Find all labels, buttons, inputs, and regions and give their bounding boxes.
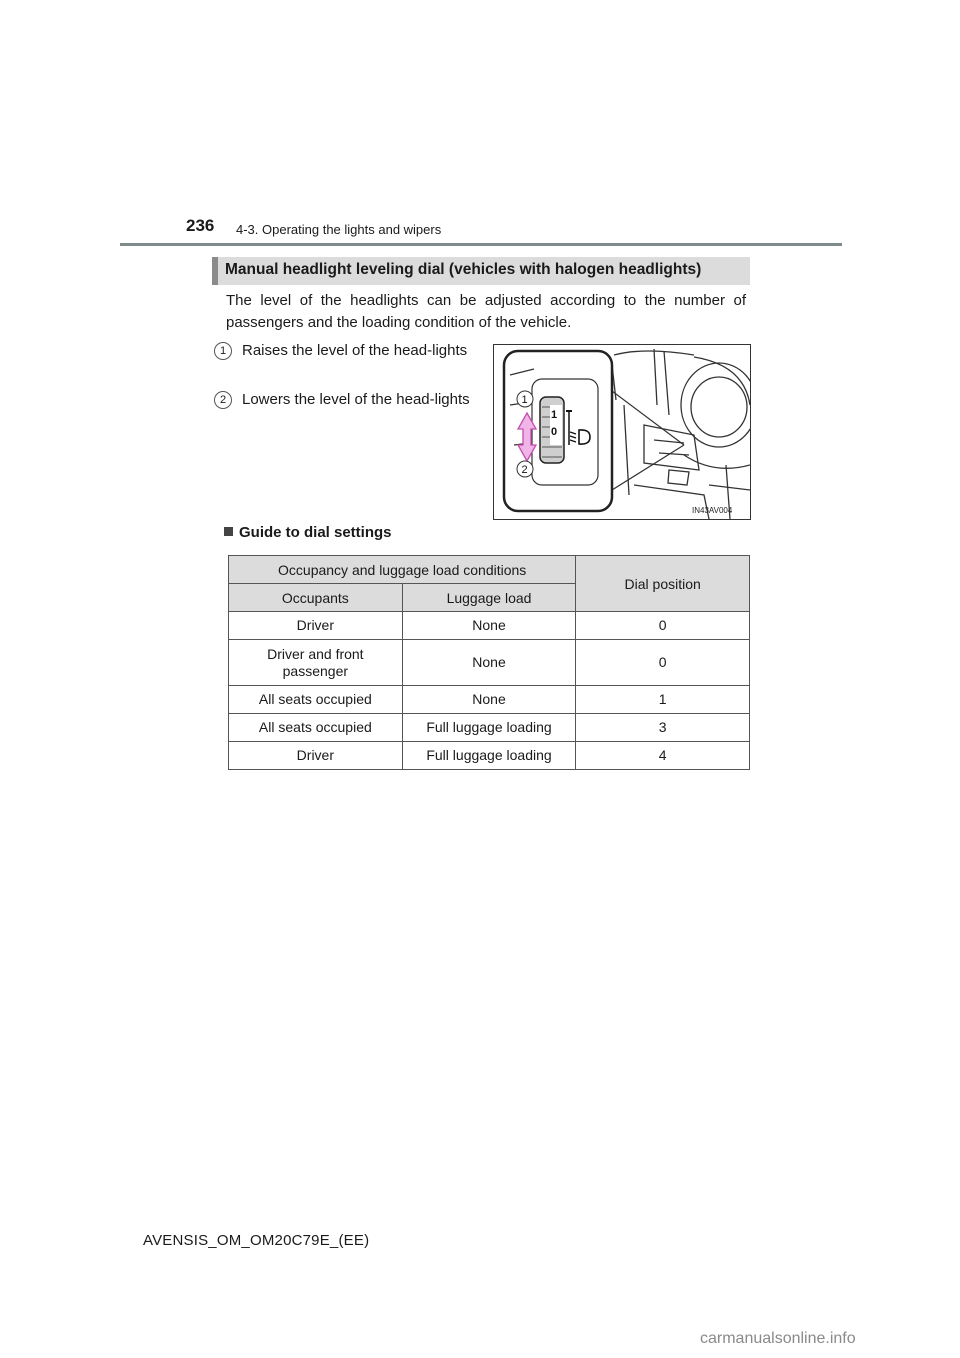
section-heading-marker <box>212 257 218 285</box>
cell-occupants: All seats occupied <box>229 686 403 714</box>
cell-occupants: Driver <box>229 742 403 770</box>
guide-heading <box>224 524 392 541</box>
cell-luggage: None <box>402 612 576 640</box>
table-row <box>229 714 750 742</box>
chapter-title: 4-3. Operating the lights and wipers <box>236 222 442 237</box>
headlight-dial-figure <box>493 344 751 520</box>
watermark: carmanualsonline.info <box>700 1330 856 1347</box>
step-2-text: Lowers the level of the head-lights <box>242 391 470 408</box>
callout-1-label: 1 <box>521 394 528 406</box>
table-row <box>229 612 750 640</box>
header-occupants: Occupants <box>229 584 403 612</box>
header-luggage-load: Luggage load <box>402 584 576 612</box>
cell-luggage: Full luggage loading <box>402 742 576 770</box>
header-rule <box>120 243 842 246</box>
cell-luggage: Full luggage loading <box>402 714 576 742</box>
intro-paragraph: The level of the headlights can be adjusted according to the number of passengers and the loading condition of the vehicle. <box>226 292 746 331</box>
step-1-number: 1 <box>214 342 232 360</box>
document-code: AVENSIS_OM_OM20C79E_(EE) <box>143 1232 370 1249</box>
cell-occupants: Driver <box>229 612 403 640</box>
cell-dial: 4 <box>576 742 750 770</box>
dial-mark-0: 0 <box>551 426 558 438</box>
step-1 <box>214 340 476 361</box>
table-row <box>229 640 750 686</box>
cell-occupants: All seats occupied <box>229 714 403 742</box>
dial-settings-table <box>228 555 750 770</box>
figure-code: IN43AV004 <box>692 506 733 515</box>
step-2 <box>214 389 476 410</box>
section-heading-bar <box>212 257 750 285</box>
guide-title: Guide to dial settings <box>239 524 392 541</box>
step-1-text: Raises the level of the head-lights <box>242 342 468 359</box>
step-2-number: 2 <box>214 391 232 409</box>
cell-occupants: Driver and front passenger <box>229 640 403 686</box>
section-title: Manual headlight leveling dial (vehicles with halogen headlights) <box>225 261 702 278</box>
cell-dial: 3 <box>576 714 750 742</box>
cell-luggage: None <box>402 640 576 686</box>
cell-luggage: None <box>402 686 576 714</box>
dial-mark-1: 1 <box>551 409 558 421</box>
callout-2 <box>517 461 533 477</box>
cell-dial: 1 <box>576 686 750 714</box>
table-row <box>229 742 750 770</box>
callout-1 <box>517 391 533 407</box>
header-dial-position: Dial position <box>576 556 750 612</box>
table-header-row <box>229 556 750 584</box>
dashboard-illustration <box>494 345 750 519</box>
callout-2-label: 2 <box>521 464 528 476</box>
table-row <box>229 686 750 714</box>
header-conditions: Occupancy and luggage load conditions <box>229 556 576 584</box>
bullet-square-icon <box>224 527 233 536</box>
cell-dial: 0 <box>576 640 750 686</box>
page-number: 236 <box>186 216 215 235</box>
cell-dial: 0 <box>576 612 750 640</box>
